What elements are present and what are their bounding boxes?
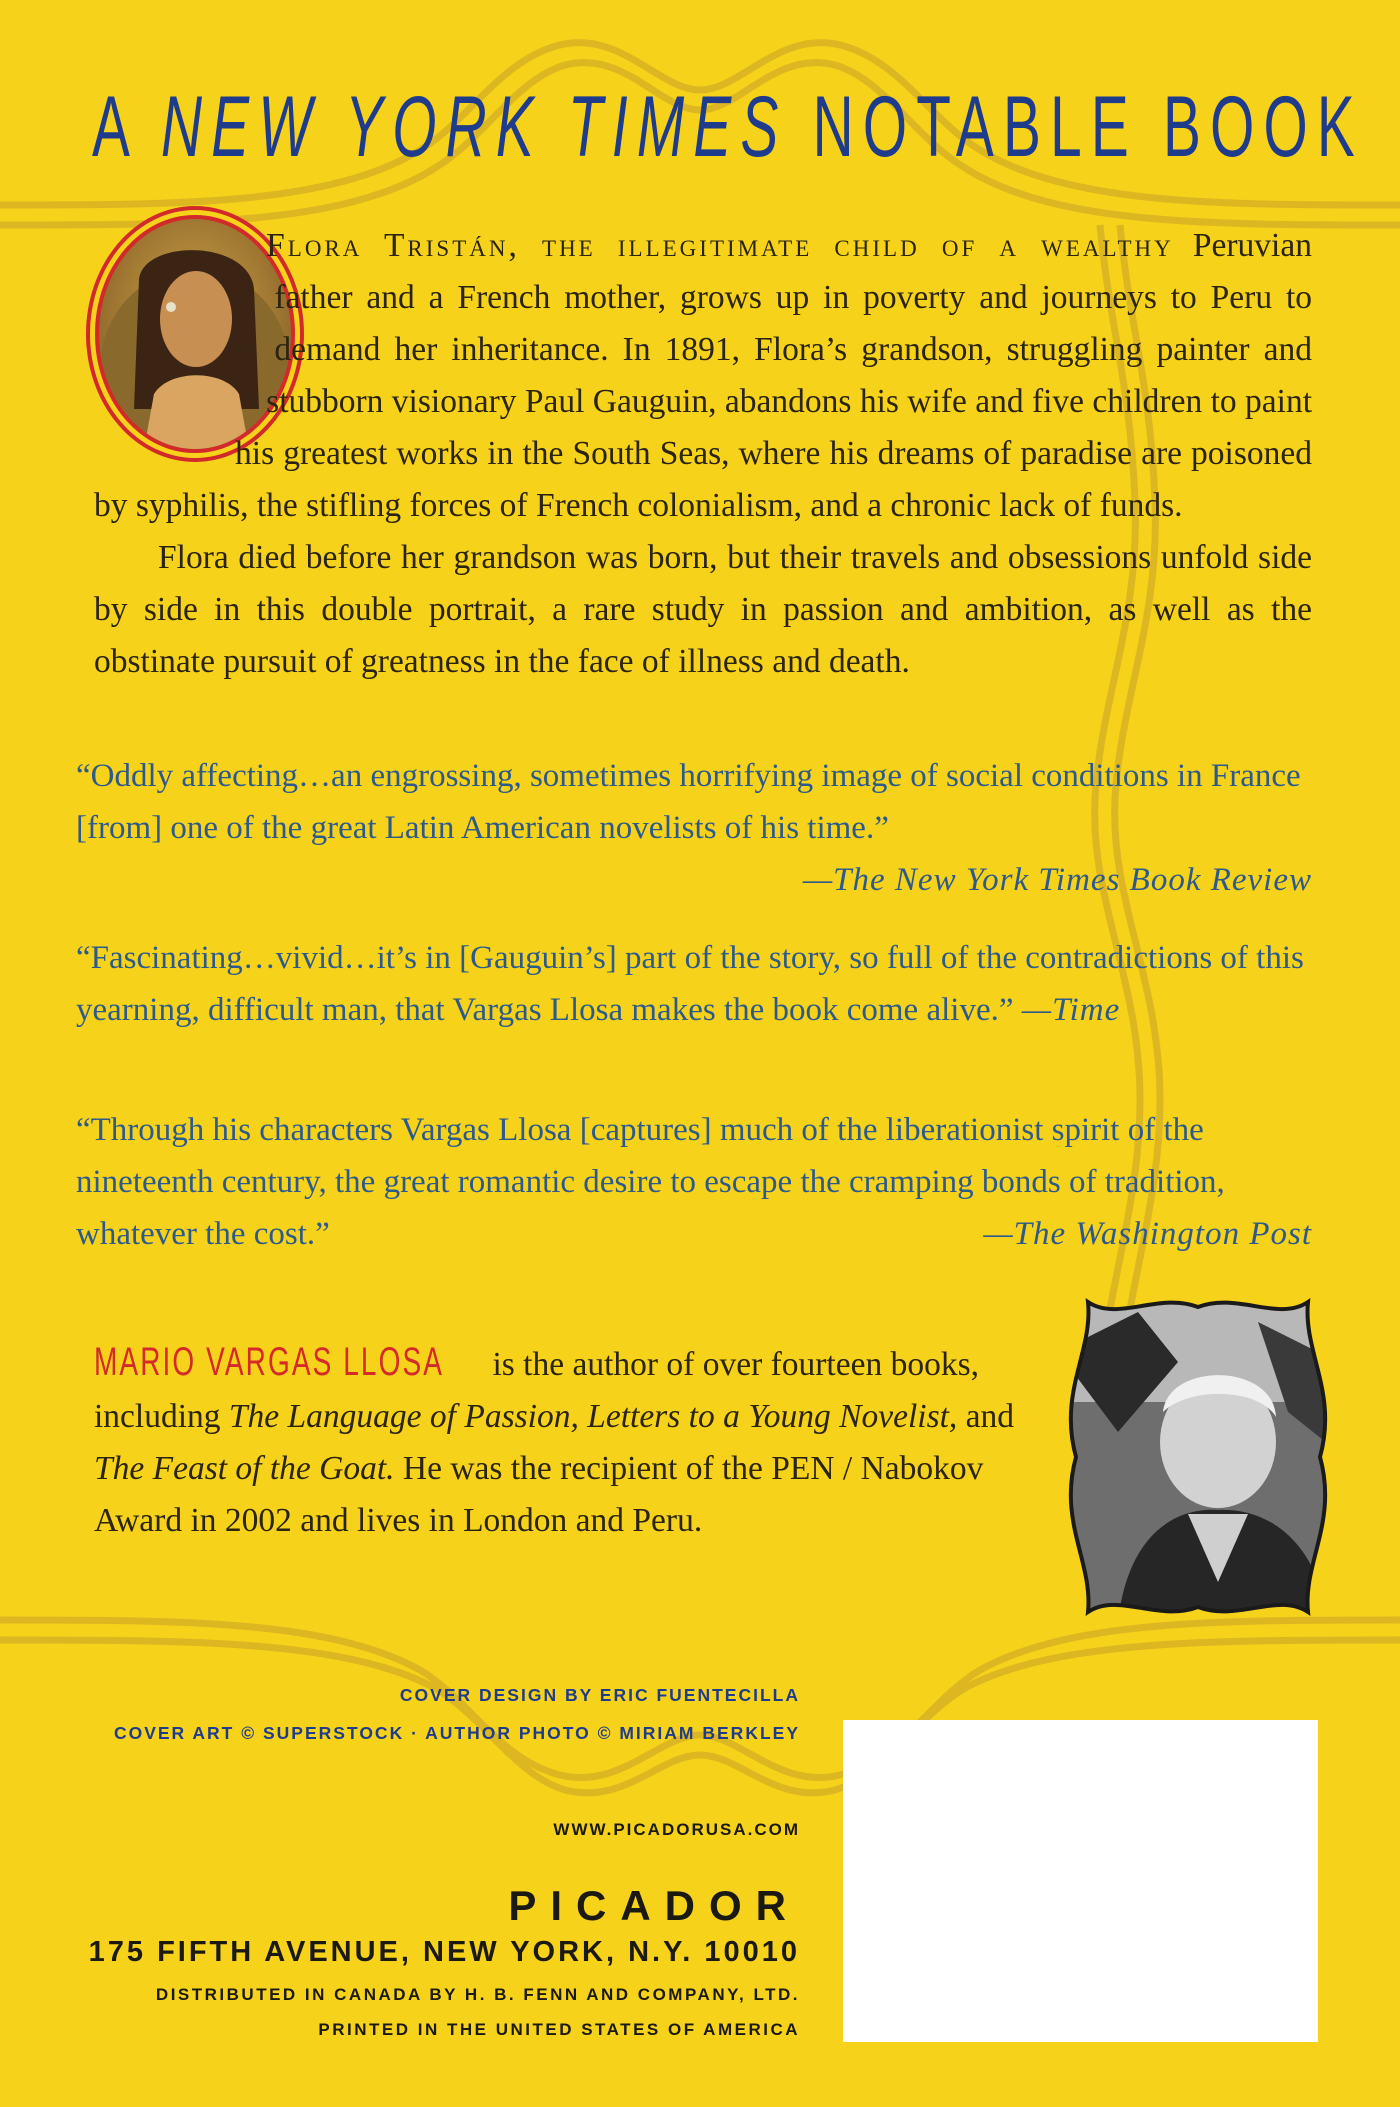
quote-source: —The New York Times Book Review	[802, 862, 1312, 898]
barcode-area	[843, 1720, 1318, 2042]
book-description	[94, 220, 1312, 688]
quote-text: “Through his characters Vargas Llosa [captures] much of the liberationist spirit of the nineteenth century, the great romantic desire to escape the cramping bonds of tradition, whatever the cost.”	[76, 1112, 1225, 1252]
review-quote-2	[76, 932, 1312, 1036]
book-title: Letters to a Young Novelist,	[587, 1398, 958, 1435]
description-paragraph-1: Peruvian father and a French mother, grows up in poverty and journeys to Peru to demand her inheritance. In 1891, Flora’s grandson, struggling painter and stubborn visionary Paul Gauguin, abandons his wife and five children to paint his greatest works in the South Seas, where his dreams of paradise are poisoned by syphilis, the stifling forces of French colonialism, and a chronic lack of funds.	[94, 227, 1312, 524]
review-quote-1	[76, 750, 1312, 906]
publisher-name: PICADOR	[508, 1882, 800, 1929]
publisher-address: 175 FIFTH AVENUE, NEW YORK, N.Y. 10010	[88, 1936, 800, 1968]
author-name: MARIO VARGAS LLOSA	[94, 1340, 445, 1384]
author-bio	[94, 1336, 1044, 1547]
headline-part-notable: NOTABLE BOOK	[812, 79, 1365, 175]
quote-source: —Time	[1021, 992, 1121, 1028]
design-credits	[60, 1676, 800, 1752]
description-paragraph-2: Flora died before her grandson was born, but their travels and obsessions unfold side by side in this double portrait, a rare study in passion and ambition, as well as the obstinate pursuit of greatness in the face of illness and death.	[94, 539, 1312, 680]
description-lead: Flora Tristán, the illegitimate child of a wealthy	[266, 227, 1174, 264]
publisher-info	[60, 1820, 800, 2047]
credit-line-2: COVER ART © SUPERSTOCK · AUTHOR PHOTO © MIRIAM BERKLEY	[113, 1723, 800, 1743]
review-quote-3	[76, 1104, 1312, 1260]
printed-note: PRINTED IN THE UNITED STATES OF AMERICA	[318, 2020, 800, 2039]
quote-text: “Fascinating…vivid…it’s in [Gauguin’s] part of the story, so full of the contradictions of this yearning, difficult man, that Vargas Llosa makes the book come alive.”	[76, 940, 1304, 1028]
author-photo	[1058, 1292, 1338, 1622]
bio-text: and	[957, 1398, 1015, 1435]
book-title: The Feast of the Goat.	[94, 1450, 395, 1487]
distribution-note: DISTRIBUTED IN CANADA BY H. B. FENN AND COMPANY, LTD.	[155, 1985, 800, 2004]
bio-text: is the author of over fourteen books, including	[94, 1346, 979, 1435]
headline-part-a: A	[92, 79, 136, 175]
credit-line-1: COVER DESIGN BY ERIC FUENTECILLA	[399, 1685, 800, 1705]
bio-text	[579, 1398, 587, 1435]
publisher-url: WWW.PICADORUSA.COM	[553, 1820, 800, 1839]
quote-text: “Oddly affecting…an engrossing, sometimes horrifying image of social conditions in France [from] one of the great Latin American novelists of his time.”	[76, 758, 1301, 846]
quote-source: —The Washington Post	[983, 1216, 1312, 1252]
headline-part-nyt: NEW YORK TIMES	[160, 79, 788, 175]
headline	[92, 78, 1365, 177]
bio-text: He was the recipient of the PEN / Nabokov Award in 2002 and lives in London and Peru.	[94, 1450, 984, 1539]
book-title: The Language of Passion,	[228, 1398, 579, 1435]
